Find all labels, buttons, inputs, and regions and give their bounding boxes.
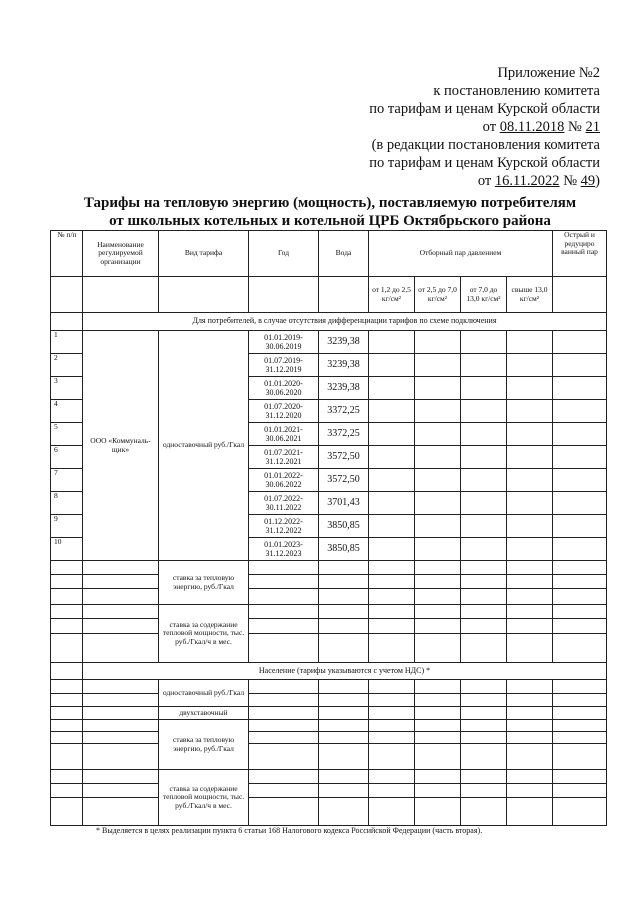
header-p2: от 2,5 до 7,0 кг/см² [415,277,461,313]
header-org: Наименование регулируемой организации [83,231,159,277]
row-number: 3 [51,377,83,400]
header-num: № п/п [51,231,83,277]
row-number: 9 [51,515,83,538]
header-p4: свыше 13,0 кг/см² [507,277,553,313]
header-type: Вид тарифа [159,231,249,277]
header-line-7: от 16.11.2022 № 49) [477,173,600,189]
section-heading-1: Для потребителей, в случае отсутствия дифференциации тарифов по схеме подключения [83,313,607,331]
header-year: Год [249,231,319,277]
row-number: 10 [51,538,83,561]
population-double-rate: двухставочный [159,707,249,720]
footnote: * Выделяется в целях реализации пункта 6 статьи 168 Налогового кодекса Российской Федерации (часть вторая). [96,826,483,835]
row-number: 6 [51,446,83,469]
header-sharp-steam: Острый и редуциро ванный пар [553,231,607,277]
water-tariff: 3372,25 [319,423,369,446]
header-steam: Отборный пар давлением [369,231,553,277]
water-tariff: 3850,85 [319,538,369,561]
header-line-5: (в редакции постановления комитета [371,137,600,153]
tariff-table [50,230,607,826]
period: 01.01.2023-31.12.2023 [249,538,319,561]
row-number: 1 [51,331,83,354]
row-number: 7 [51,469,83,492]
water-tariff: 3239,38 [319,331,369,354]
amendment-number: 49 [580,173,596,189]
water-tariff: 3572,50 [319,469,369,492]
water-tariff: 3850,85 [319,515,369,538]
water-tariff: 3239,38 [319,377,369,400]
row-number: 4 [51,400,83,423]
header-line-2: к постановлению комитета [433,83,600,99]
header-line-6: по тарифам и ценам Курской области [369,155,600,171]
header-p1: от 1,2 до 2,5 кг/см² [369,277,415,313]
appendix-header [300,64,600,190]
resolution-date: 08.11.2018 [499,119,565,135]
period: 01.07.2021-31.12.2021 [249,446,319,469]
header-p3: от 7,0 до 13,0 кг/см² [461,277,507,313]
row-number: 8 [51,492,83,515]
water-tariff: 3372,25 [319,400,369,423]
population-rate-energy: ставка за тепловую энергию, руб./Гкал [159,720,249,770]
section-heading-2: Население (тарифы указываются с учетом НДС) * [83,663,607,680]
population-single-rate: одноставочный руб./Гкал [159,680,249,707]
water-tariff: 3572,50 [319,446,369,469]
organization-name: ООО «Коммуналь-щик» [83,331,159,561]
water-tariff: 3701,43 [319,492,369,515]
period: 01.07.2022-30.11.2022 [249,492,319,515]
row-number: 5 [51,423,83,446]
rate-energy-label: ставка за тепловую энергию, руб./Гкал [159,561,249,605]
period: 01.12.2022-31.12.2022 [249,515,319,538]
row-number: 2 [51,354,83,377]
period: 01.01.2020-30.06.2020 [249,377,319,400]
water-tariff: 3239,38 [319,354,369,377]
period: 01.07.2020-31.12.2020 [249,400,319,423]
period: 01.01.2022-30.06.2022 [249,469,319,492]
period: 01.01.2019-30.06.2019 [249,331,319,354]
header-water: Вода [319,231,369,277]
population-rate-capacity: ставка за содержание тепловой мощности, тыс. руб./Гкал/ч в мес. [159,770,249,826]
resolution-number: 21 [585,119,600,135]
period: 01.01.2021-30.06.2021 [249,423,319,446]
rate-capacity-label: ставка за содержание тепловой мощности, тыс. руб./Гкал/ч в мес. [159,605,249,663]
header-line-4: от 08.11.2018 № 21 [482,119,600,135]
document-title: Тарифы на тепловую энергию (мощность), поставляемую потребителям от школьных котельных и котельной ЦРБ Октябрьского района [83,195,577,229]
tariff-type: одноставочный руб./Гкал [159,331,249,561]
header-line-3: по тарифам и ценам Курской области [369,101,600,117]
header-line-1: Приложение №2 [497,65,600,81]
amendment-date: 16.11.2022 [494,173,560,189]
period: 01.07.2019-31.12.2019 [249,354,319,377]
